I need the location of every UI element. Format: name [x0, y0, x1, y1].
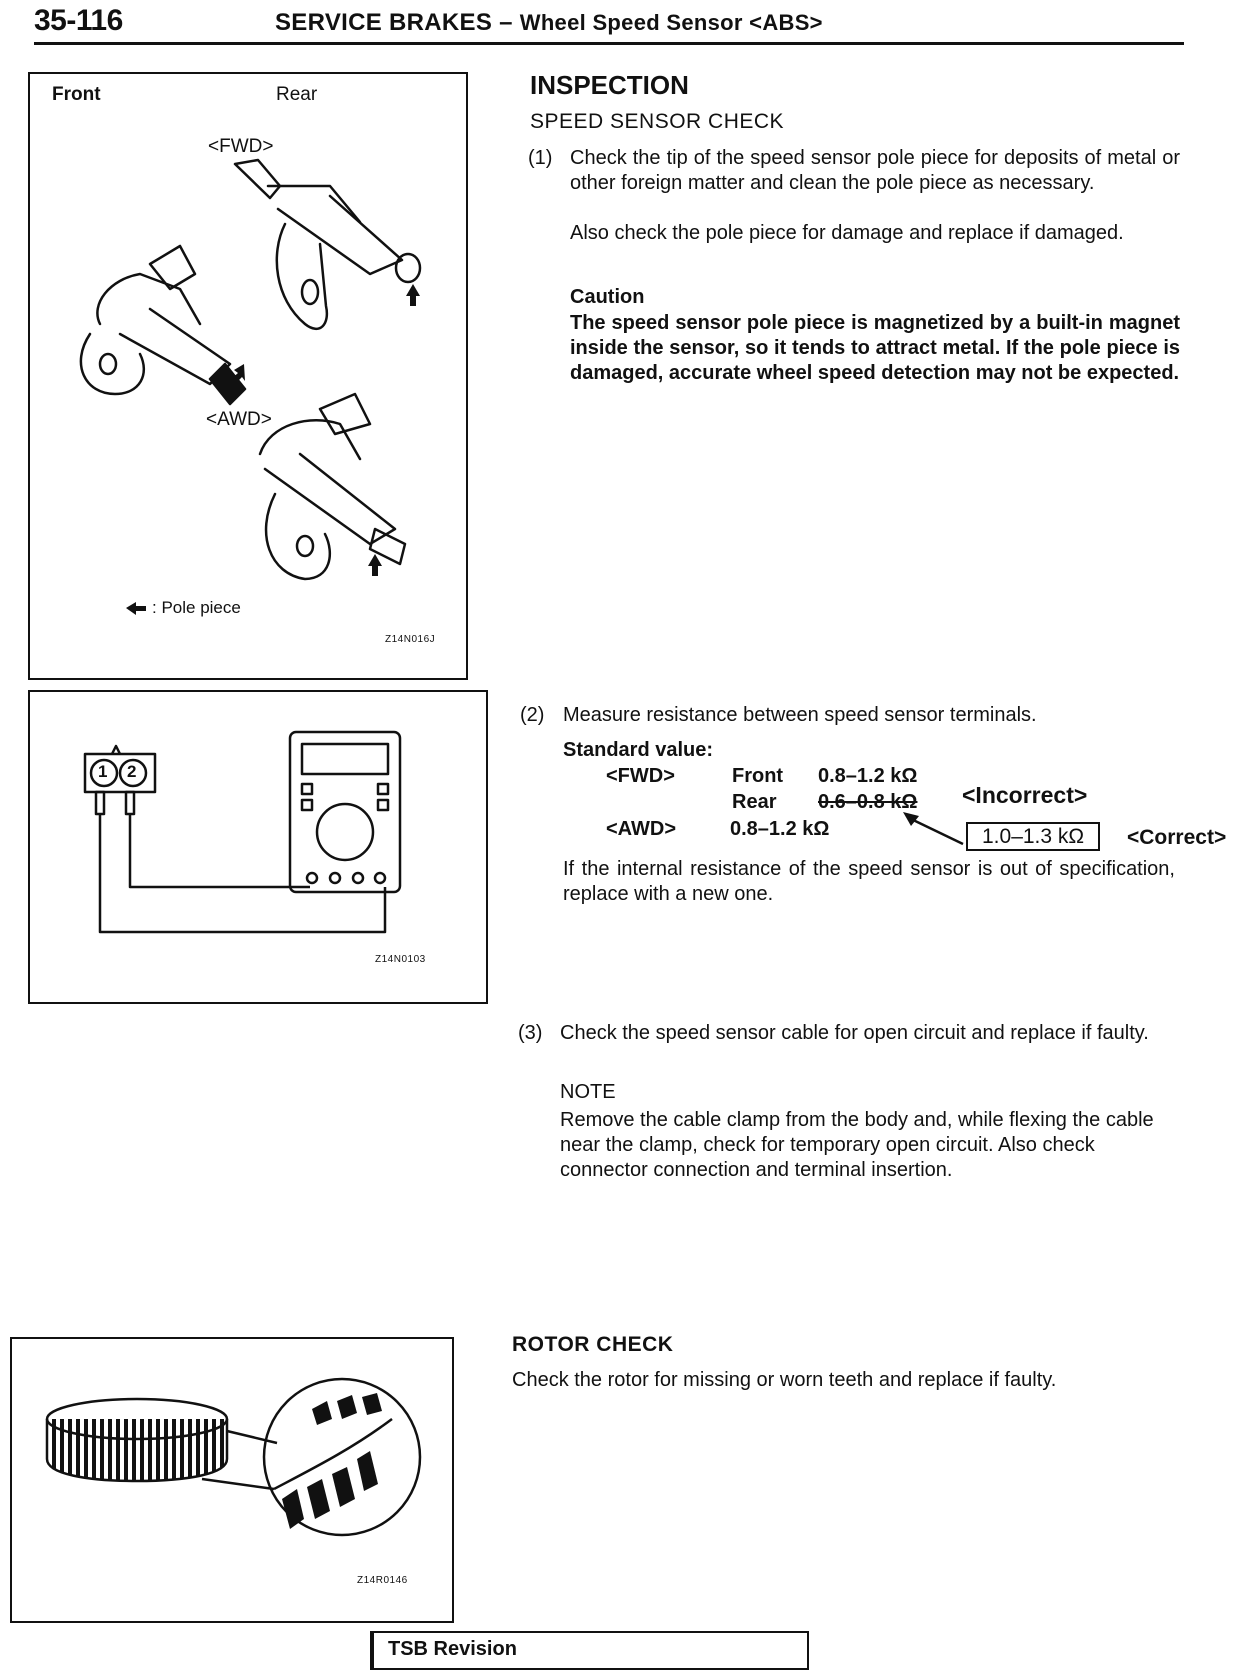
multimeter-button-4: [378, 800, 388, 810]
test-lead-1: [100, 814, 385, 932]
terminal-2-label: 2: [127, 762, 137, 781]
rear-sensor-tip: [396, 254, 420, 282]
tsb-revision-box: [370, 1631, 809, 1670]
caution-text: The speed sensor pole piece is magnetized by a built-in magnet inside the sensor, so it tends to attract metal. If the pole piece is damaged, accurate wheel speed detection may not be expected.: [570, 312, 1180, 384]
rear-sensor-body-top: [268, 186, 360, 222]
label-fwd: <FWD>: [208, 136, 274, 157]
rear-label: Rear: [732, 791, 777, 813]
inspection-heading: INSPECTION: [530, 70, 689, 100]
awd-value: 0.8–1.2 kΩ: [730, 818, 830, 840]
note-label: NOTE: [560, 1081, 616, 1103]
probe-2: [126, 792, 134, 814]
awd-label: <AWD>: [606, 818, 677, 840]
rear-sensor-cable: [235, 160, 280, 198]
step1-text-2: Also check the pole piece for damage and replace if damaged.: [570, 222, 1124, 244]
label-front: Front: [52, 84, 101, 105]
multimeter-jack-1: [307, 873, 317, 883]
detail-tooth-2: [307, 1479, 330, 1519]
pole-piece-legend: : Pole piece: [152, 598, 241, 617]
figure3-code: Z14R0146: [357, 1575, 408, 1586]
figure-speed-sensors: [28, 72, 468, 680]
multimeter-jack-2: [330, 873, 340, 883]
step3-text: Check the speed sensor cable for open circuit and replace if faulty.: [560, 1022, 1149, 1044]
detail-tooth-3: [332, 1467, 355, 1507]
test-lead-2: [130, 814, 310, 887]
multimeter-button-1: [302, 784, 312, 794]
rotor-check-heading: ROTOR CHECK: [512, 1333, 674, 1356]
correction-arrow-icon: [895, 808, 965, 848]
title-dash: –: [499, 9, 513, 36]
figure-rotor: [10, 1337, 454, 1623]
fwd-label: <FWD>: [606, 765, 675, 787]
rear-value-correct: 1.0–1.3 kΩ: [966, 822, 1100, 851]
detail-tooth-5: [312, 1401, 332, 1425]
detail-tooth-7: [362, 1393, 382, 1415]
page-title: [275, 9, 823, 37]
multimeter-jack-4: [375, 873, 385, 883]
front-sensor-hole: [100, 354, 116, 374]
header-rule: [34, 42, 1184, 45]
standard-value-label: Standard value:: [563, 739, 714, 761]
awd-pole-arrow-icon: [368, 554, 382, 576]
step2-text: Measure resistance between speed sensor terminals.: [563, 704, 1037, 726]
subsection-title: Wheel Speed Sensor <ABS>: [519, 10, 823, 35]
multimeter-dial: [317, 804, 373, 860]
incorrect-label: <Incorrect>: [962, 782, 1088, 808]
callout-line-2: [202, 1479, 274, 1489]
note-text: Remove the cable clamp from the body and, while flexing the cable near the clamp, check for temporary open circuit. Also check connector connection and terminal insertion.: [560, 1109, 1154, 1181]
rear-value-incorrect: 0.6–0.8 kΩ: [818, 791, 918, 813]
label-rear: Rear: [276, 84, 318, 105]
awd-sensor-flange: [266, 494, 330, 579]
step1-number: (1): [528, 147, 553, 169]
front-sensor-cable: [150, 246, 195, 289]
tsb-revision-label: TSB Revision: [388, 1638, 517, 1660]
step2-note: If the internal resistance of the speed sensor is out of specification, replace with a new one.: [563, 858, 1175, 905]
figure1-code: Z14N016J: [385, 634, 436, 645]
front-value: 0.8–1.2 kΩ: [818, 765, 918, 787]
awd-sensor-cable: [320, 394, 370, 434]
awd-sensor-hole: [297, 536, 313, 556]
multimeter-button-2: [378, 784, 388, 794]
probe-1: [96, 792, 104, 814]
front-label: Front: [732, 765, 784, 787]
multimeter-jack-3: [353, 873, 363, 883]
step1-text: Check the tip of the speed sensor pole piece for deposits of metal or other foreign matter and clean the pole piece as necessary.: [570, 147, 1180, 194]
multimeter-button-3: [302, 800, 312, 810]
section-title: SERVICE BRAKES: [275, 9, 493, 36]
multimeter-body: [290, 732, 400, 892]
speed-sensor-check-heading: SPEED SENSOR CHECK: [530, 110, 785, 133]
rear-sensor-barrel: [278, 196, 402, 274]
multimeter-display: [302, 744, 388, 774]
figure-resistance-measurement: [28, 690, 488, 1004]
rear-sensor-hole: [302, 280, 318, 304]
step3-number: (3): [518, 1022, 543, 1044]
figure2-code: Z14N0103: [375, 954, 426, 965]
label-awd: <AWD>: [206, 409, 272, 430]
legend-arrow-icon: [126, 602, 146, 615]
detail-tooth-4: [357, 1451, 378, 1491]
rotor-teeth-band: [47, 1419, 227, 1481]
speed-sensor-illustration: [30, 74, 466, 678]
terminal-1-label: 1: [98, 762, 108, 781]
step2-number: (2): [520, 704, 545, 726]
correct-label: <Correct>: [1127, 826, 1227, 849]
callout-line-1: [227, 1431, 277, 1443]
awd-sensor-head: [260, 420, 360, 459]
page-number: 35-116: [34, 4, 123, 37]
detail-tooth-6: [337, 1395, 357, 1419]
caution-label: Caution: [570, 286, 645, 308]
rear-pole-arrow-icon: [406, 284, 420, 306]
front-sensor-barrel: [120, 309, 230, 384]
rotor-check-text: Check the rotor for missing or worn teeth and replace if faulty.: [512, 1369, 1057, 1391]
